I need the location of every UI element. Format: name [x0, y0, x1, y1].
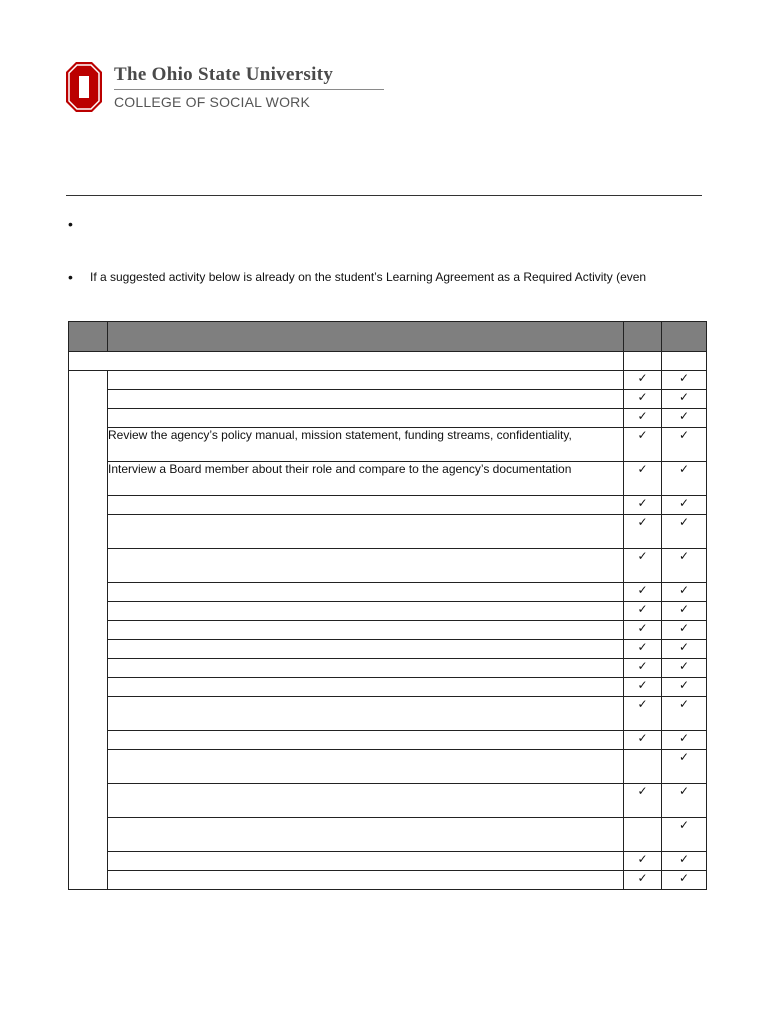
bullet-marker-1: • — [68, 216, 73, 232]
bullet-text-2: If a suggested activity below is already on the student’s Learning Agreement as a Required Activity (even — [90, 270, 647, 284]
university-name: The Ohio State University — [114, 64, 334, 85]
checkmark-icon: ✓ — [678, 784, 690, 798]
table-row — [69, 731, 707, 750]
checkmark-icon: ✓ — [637, 462, 648, 476]
checkmark-cell — [624, 871, 662, 890]
checkmark-icon: ✓ — [678, 496, 690, 510]
block-o-logo-icon — [66, 62, 102, 112]
checkmark-cell — [624, 852, 662, 871]
checkmark-cell — [662, 602, 707, 621]
checkmark-cell — [624, 602, 662, 621]
table-row — [69, 549, 707, 583]
checkmark-cell — [624, 659, 662, 678]
checkmark-icon: ✓ — [678, 640, 690, 654]
checkmark-icon: ✓ — [637, 602, 648, 616]
activity-cell — [108, 697, 624, 731]
checkmark-icon: ✓ — [678, 818, 690, 832]
checkmark-icon: ✓ — [678, 390, 690, 404]
checkmark-icon: ✓ — [678, 602, 690, 616]
checkmark-icon: ✓ — [637, 409, 648, 423]
checkmark-cell — [662, 515, 707, 549]
header-cell-col1 — [624, 322, 662, 352]
checkmark-icon: ✓ — [678, 462, 690, 476]
checkmark-icon: ✓ — [678, 731, 690, 745]
activity-cell — [108, 496, 624, 515]
checkmark-cell — [624, 428, 662, 462]
checkmark-cell — [662, 678, 707, 697]
activity-cell: Review the agency’s policy manual, mission statement, funding streams, confidentiality, — [108, 428, 624, 462]
activity-cell: Interview a Board member about their role and compare to the agency’s documentation — [108, 462, 624, 496]
checkmark-cell — [662, 852, 707, 871]
checkmark-cell — [662, 496, 707, 515]
activity-cell — [108, 621, 624, 640]
checkmark-cell — [624, 621, 662, 640]
header-cell-activity — [108, 322, 624, 352]
checkmark-icon: ✓ — [678, 750, 690, 764]
checkmark-icon: ✓ — [637, 852, 648, 866]
section-divider — [66, 195, 702, 196]
activity-cell — [108, 583, 624, 602]
checkmark-cell — [662, 549, 707, 583]
activities-table — [68, 321, 707, 890]
table-row — [69, 697, 707, 731]
table-row — [69, 678, 707, 697]
checkmark-cell — [624, 371, 662, 390]
checkmark-cell — [662, 583, 707, 602]
table-row — [69, 621, 707, 640]
activity-cell — [108, 602, 624, 621]
checkmark-icon: ✓ — [637, 697, 648, 711]
checkmark-cell — [662, 659, 707, 678]
bullet-marker-2: • — [68, 269, 73, 285]
activity-cell — [108, 371, 624, 390]
checkmark-cell — [624, 583, 662, 602]
subheader-cell — [69, 352, 624, 371]
activity-cell — [108, 871, 624, 890]
university-logo — [66, 62, 386, 112]
activity-cell — [108, 731, 624, 750]
checkmark-icon: ✓ — [678, 659, 690, 673]
checkmark-cell — [624, 640, 662, 659]
checkmark-icon: ✓ — [637, 640, 648, 654]
checkmark-cell — [624, 390, 662, 409]
checkmark-icon: ✓ — [637, 621, 648, 635]
checkmark-icon: ✓ — [678, 583, 690, 597]
checkmark-cell — [662, 371, 707, 390]
checkmark-cell — [624, 515, 662, 549]
checkmark-icon: ✓ — [678, 515, 690, 529]
checkmark-cell — [662, 697, 707, 731]
activity-cell — [108, 549, 624, 583]
checkmark-cell — [662, 750, 707, 784]
checkmark-icon: ✓ — [637, 871, 648, 885]
checkmark-cell — [662, 621, 707, 640]
table-row — [69, 462, 707, 496]
checkmark-cell — [662, 784, 707, 818]
checkmark-icon: ✓ — [678, 409, 690, 423]
checkmark-icon: ✓ — [678, 871, 690, 885]
activity-cell — [108, 784, 624, 818]
checkmark-cell — [624, 409, 662, 428]
checkmark-cell — [662, 428, 707, 462]
checkmark-icon: ✓ — [678, 697, 690, 711]
checkmark-icon: ✓ — [678, 621, 690, 635]
table-row — [69, 871, 707, 890]
table-row — [69, 428, 707, 462]
checkmark-cell — [662, 390, 707, 409]
table-row — [69, 371, 707, 390]
checkmark-cell — [662, 409, 707, 428]
checkmark-cell — [662, 462, 707, 496]
checkmark-icon: ✓ — [637, 583, 648, 597]
activity-cell — [108, 640, 624, 659]
logo-divider — [114, 89, 384, 90]
checkmark-icon: ✓ — [637, 390, 648, 404]
table-subheader-row — [69, 352, 707, 371]
table-row — [69, 852, 707, 871]
table-row — [69, 496, 707, 515]
checkmark-icon: ✓ — [678, 371, 690, 385]
activity-cell — [108, 818, 624, 852]
checkmark-icon: ✓ — [637, 515, 648, 529]
activity-cell — [108, 409, 624, 428]
table-row — [69, 515, 707, 549]
activity-cell — [108, 750, 624, 784]
subheader-cell-col2 — [662, 352, 707, 371]
table-row — [69, 583, 707, 602]
checkmark-icon: ✓ — [637, 549, 648, 563]
activity-cell — [108, 659, 624, 678]
area-cell — [69, 371, 108, 890]
checkmark-icon: ✓ — [678, 428, 690, 442]
checkmark-cell — [662, 871, 707, 890]
activity-cell — [108, 852, 624, 871]
header-cell-col2 — [662, 322, 707, 352]
table-row — [69, 659, 707, 678]
checkmark-cell — [662, 731, 707, 750]
checkmark-icon: ✓ — [678, 678, 690, 692]
checkmark-cell — [624, 784, 662, 818]
table-row — [69, 390, 707, 409]
table-row — [69, 640, 707, 659]
table-row — [69, 784, 707, 818]
checkmark-cell — [624, 549, 662, 583]
checkmark-cell — [624, 750, 662, 784]
checkmark-icon: ✓ — [637, 731, 648, 745]
header-cell-area — [69, 322, 108, 352]
activity-cell — [108, 678, 624, 697]
table-row — [69, 602, 707, 621]
checkmark-cell — [662, 818, 707, 852]
table-row — [69, 750, 707, 784]
checkmark-icon: ✓ — [678, 852, 690, 866]
checkmark-cell — [624, 462, 662, 496]
activity-cell — [108, 390, 624, 409]
checkmark-cell — [624, 678, 662, 697]
table-header-row — [69, 322, 707, 352]
table-row — [69, 409, 707, 428]
checkmark-icon: ✓ — [637, 659, 648, 673]
checkmark-icon: ✓ — [637, 496, 648, 510]
checkmark-icon: ✓ — [637, 784, 648, 798]
subheader-cell-col1 — [624, 352, 662, 371]
checkmark-icon: ✓ — [637, 428, 648, 442]
checkmark-cell — [662, 640, 707, 659]
activity-cell — [108, 515, 624, 549]
checkmark-icon: ✓ — [637, 678, 648, 692]
checkmark-cell — [624, 496, 662, 515]
checkmark-icon: ✓ — [678, 549, 690, 563]
college-name: COLLEGE OF SOCIAL WORK — [114, 94, 311, 110]
checkmark-cell — [624, 818, 662, 852]
checkmark-cell — [624, 697, 662, 731]
checkmark-cell — [624, 731, 662, 750]
table-row — [69, 818, 707, 852]
checkmark-icon: ✓ — [637, 371, 648, 385]
